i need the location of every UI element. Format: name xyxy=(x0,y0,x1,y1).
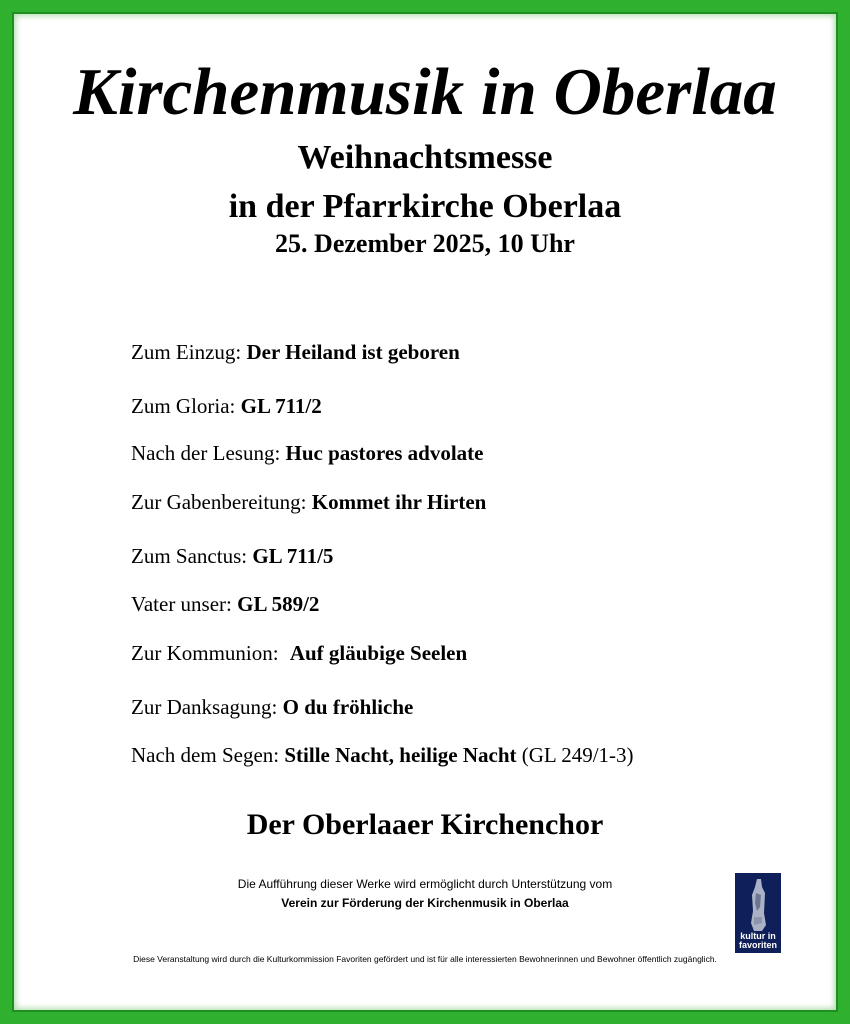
program-item xyxy=(131,640,467,666)
program-item-label: Nach dem Segen: xyxy=(131,743,280,767)
event-subtitle: Weihnachtsmesse xyxy=(297,139,553,176)
program-item xyxy=(131,440,483,466)
program-item xyxy=(131,591,319,617)
program-item-piece: Auf gläubige Seelen xyxy=(289,641,468,665)
logo-text-line: favoriten xyxy=(738,940,777,950)
program-item-piece: Stille Nacht, heilige Nacht xyxy=(284,743,517,767)
program-item xyxy=(131,742,634,768)
program-item-piece: O du fröhliche xyxy=(282,695,414,719)
program-item-piece: Der Heiland ist geboren xyxy=(246,340,460,364)
logo-text xyxy=(735,932,781,950)
event-location: in der Pfarrkirche Oberlaa xyxy=(228,188,622,225)
program-item-label: Zur Danksagung: xyxy=(131,695,278,719)
program-item xyxy=(131,694,413,720)
logo-text-line: kultur in xyxy=(740,931,776,941)
program-item xyxy=(131,543,333,569)
page-title: Kirchenmusik in Oberlaa xyxy=(73,55,777,129)
program-item-label: Zur Gabenbereitung: xyxy=(131,490,307,514)
kultur-in-favoriten-logo xyxy=(735,873,781,953)
program-item-label: Vater unser: xyxy=(131,592,232,616)
program-item xyxy=(131,489,486,515)
program-item-label: Zur Kommunion: xyxy=(131,641,279,665)
event-date: 25. Dezember 2025, 10 Uhr xyxy=(275,229,575,258)
program-item-piece: GL 711/2 xyxy=(240,394,322,418)
program-item-piece: Kommet ihr Hirten xyxy=(311,490,487,514)
program-item xyxy=(131,393,322,419)
program-item-note: (GL 249/1-3) xyxy=(521,743,634,767)
sponsor-name: Verein zur Förderung der Kirchenmusik in Oberlaa xyxy=(281,896,569,910)
sponsor-note xyxy=(0,875,850,913)
sponsor-note-line: Die Aufführung dieser Werke wird ermöglicht durch Unterstützung vom xyxy=(237,877,613,891)
program-item xyxy=(131,339,460,365)
program-item-piece: Huc pastores advolate xyxy=(285,441,484,465)
program-item-label: Zum Sanctus: xyxy=(131,544,248,568)
choir-name: Der Oberlaaer Kirchenchor xyxy=(246,808,604,841)
program-item-piece: GL 711/5 xyxy=(252,544,334,568)
footer-note: Diese Veranstaltung wird durch die Kulturkommission Favoriten gefördert und ist für alle interessierten Bewohnerinnen und Bewohner öffentlich zugänglich. xyxy=(133,954,717,964)
program-item-label: Zum Gloria: xyxy=(131,394,236,418)
program-item-label: Zum Einzug: xyxy=(131,340,242,364)
program-item-label: Nach der Lesung: xyxy=(131,441,281,465)
program-item-piece: GL 589/2 xyxy=(237,592,320,616)
